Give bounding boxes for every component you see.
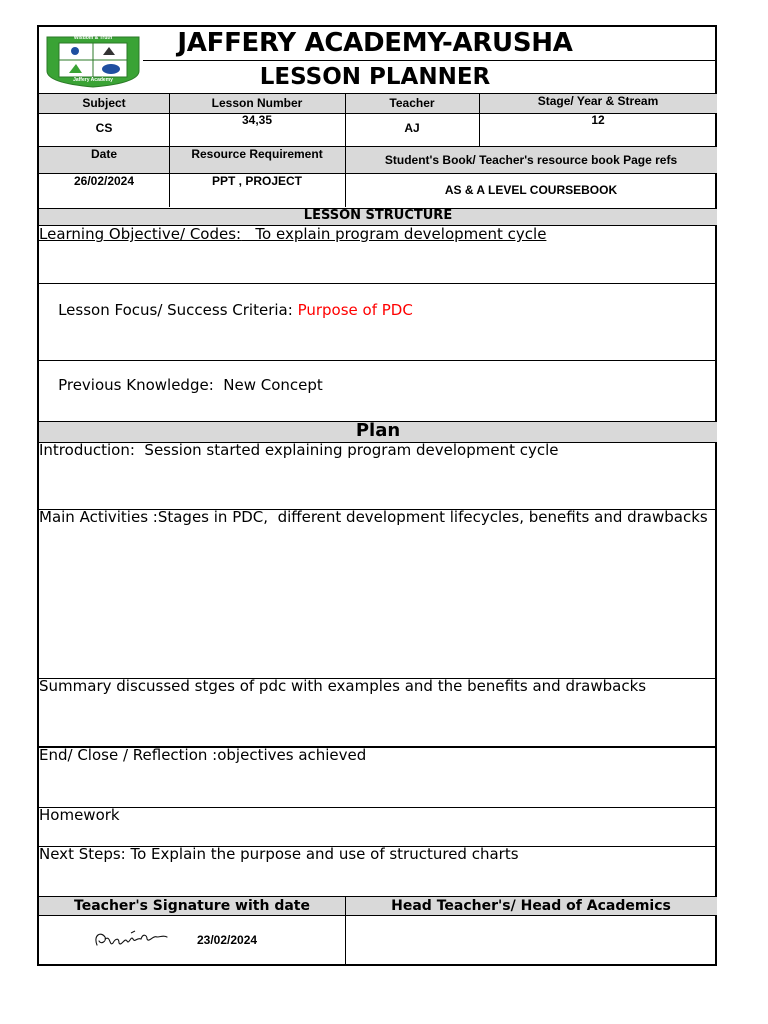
focus-text: Purpose of PDC bbox=[297, 301, 413, 319]
reflection-text: End/ Close / Reflection :objectives achieved bbox=[39, 746, 367, 764]
main-activities-text: Main Activities :Stages in PDC, different development lifecycles, benefits and drawbacks bbox=[39, 508, 708, 526]
stage-value: 12 bbox=[591, 113, 605, 127]
logo-bottom-text: Jaffery Academy bbox=[73, 77, 113, 83]
date-value: 26/02/2024 bbox=[73, 174, 135, 188]
lesson-number-value: 34,35 bbox=[241, 113, 273, 127]
lesson-planner-form bbox=[37, 25, 717, 966]
resource-header: Resource Requirement bbox=[191, 147, 323, 161]
subject-value: CS bbox=[95, 121, 113, 135]
document-title: LESSON PLANNER bbox=[259, 64, 491, 90]
subject-header: Subject bbox=[82, 96, 126, 110]
previous-text: New Concept bbox=[213, 376, 323, 394]
objective-label: Learning Objective/ Codes: bbox=[39, 225, 242, 243]
teacher-signature bbox=[91, 925, 171, 955]
lesson-focus bbox=[39, 283, 413, 337]
focus-label: Lesson Focus/ Success Criteria: bbox=[58, 301, 298, 319]
lesson-structure-heading: LESSON STRUCTURE bbox=[303, 208, 453, 223]
summary-text: Summary discussed stges of pdc with examples and the benefits and drawbacks bbox=[39, 677, 647, 695]
teacher-value: AJ bbox=[404, 121, 420, 135]
book-refs-header: Student's Book/ Teacher's resource book Page refs bbox=[384, 153, 678, 167]
school-name: JAFFERY ACADEMY-ARUSHA bbox=[177, 28, 573, 58]
next-steps-text: Next Steps: To Explain the purpose and use of structured charts bbox=[39, 845, 519, 863]
previous-label: Previous Knowledge: bbox=[58, 376, 214, 394]
lesson-number-header: Lesson Number bbox=[211, 96, 303, 110]
stage-header: Stage/ Year & Stream bbox=[537, 94, 659, 108]
teacher-header: Teacher bbox=[389, 96, 435, 110]
resource-value: PPT , PROJECT bbox=[211, 174, 303, 188]
date-header: Date bbox=[90, 147, 117, 161]
objective-text: To explain program development cycle bbox=[241, 225, 547, 243]
learning-objective bbox=[39, 225, 546, 243]
plan-heading: Plan bbox=[355, 420, 401, 441]
teacher-signature-heading: Teacher's Signature with date bbox=[74, 898, 310, 914]
head-teacher-heading: Head Teacher's/ Head of Academics bbox=[391, 898, 671, 914]
homework-text: Homework bbox=[39, 806, 120, 824]
previous-knowledge bbox=[39, 358, 323, 412]
teacher-signature-date: 23/02/2024 bbox=[197, 933, 258, 947]
introduction-text: Introduction: Session started explaining program development cycle bbox=[39, 441, 559, 459]
book-refs-value: AS & A LEVEL COURSEBOOK bbox=[444, 183, 618, 197]
logo-top-text: Wisdom & Truth bbox=[73, 35, 113, 41]
